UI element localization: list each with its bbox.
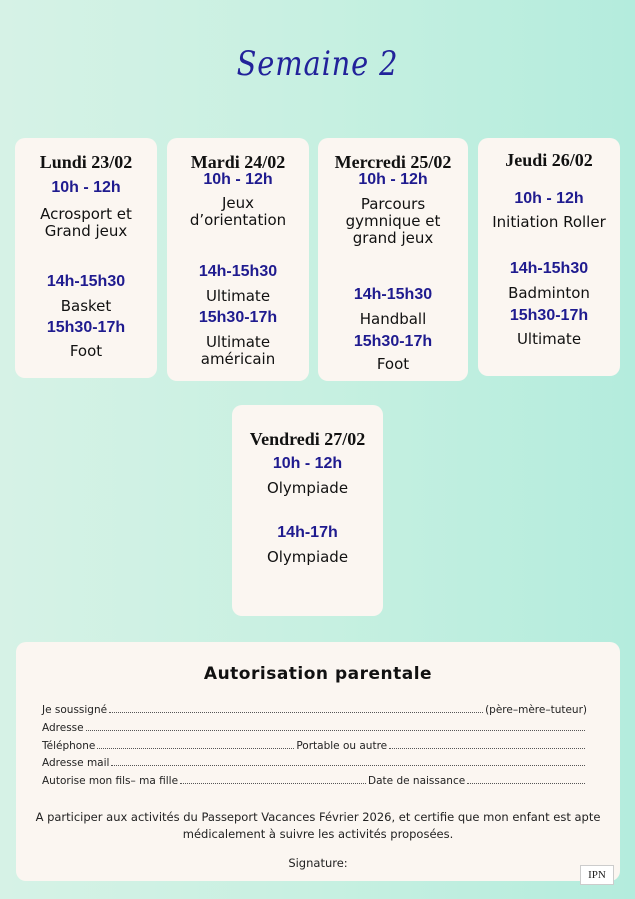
field-label: Autorise mon fils– ma fille (42, 775, 179, 787)
day-title: Vendredi 27/02 (249, 429, 366, 449)
day-title: Lundi 23/02 (39, 152, 133, 172)
time-slot: 15h30-17h (353, 333, 433, 350)
day-title: Mercredi 25/02 (334, 152, 452, 172)
time-slot: 10h - 12h (272, 455, 343, 472)
activity: Ultimate (205, 287, 271, 305)
activity: Badminton (508, 284, 590, 302)
fill-in-line[interactable] (389, 740, 585, 749)
day-title: Mardi 24/02 (190, 152, 286, 172)
signature-label: Signature: (288, 856, 348, 870)
activity: Olympiade (266, 548, 349, 566)
time-slot: 10h - 12h (51, 179, 121, 196)
time-slot: 10h - 12h (514, 190, 584, 207)
time-slot: 15h30-17h (509, 307, 589, 324)
time-slot: 14h-15h30 (198, 263, 278, 280)
fill-in-line[interactable] (180, 775, 366, 784)
field-label: (père–mère–tuteur) (485, 704, 587, 716)
time-slot: 15h30-17h (46, 319, 126, 336)
adresse-line (42, 722, 587, 734)
time-slot: 10h - 12h (358, 171, 428, 188)
field-label: Téléphone (42, 740, 96, 752)
week-title: Semaine 2 (236, 44, 399, 84)
consent-text-line-2: médicalement à suivre les activités proposées. (182, 827, 454, 841)
activity: Foot (69, 342, 103, 360)
field-label: Adresse mail (42, 757, 110, 769)
day-card-mercredi (318, 138, 468, 381)
field-label: Adresse (42, 722, 84, 734)
autorise-line (42, 775, 587, 787)
mail-line (42, 757, 587, 769)
activity: Ultimate américain (200, 333, 276, 368)
time-slot: 14h-15h30 (509, 260, 589, 277)
day-card-lundi (15, 138, 157, 378)
authorization-form (16, 642, 620, 881)
activity: Initiation Roller (492, 213, 606, 231)
field-label: Date de naissance (368, 775, 466, 787)
soussigne-line (42, 704, 587, 716)
field-label: Je soussigné (42, 704, 108, 716)
time-slot: 14h-15h30 (353, 286, 433, 303)
time-slot: 10h - 12h (203, 171, 273, 188)
activity: Foot (376, 355, 410, 373)
activity: Olympiade (266, 479, 349, 497)
fill-in-line[interactable] (97, 740, 294, 749)
time-slot: 15h30-17h (198, 309, 278, 326)
telephone-line (42, 740, 587, 752)
form-title: Autorisation parentale (203, 664, 433, 684)
activity: Parcours gymnique et grand jeux (345, 195, 441, 247)
activity: Handball (359, 310, 427, 328)
day-card-vendredi (232, 405, 383, 616)
day-card-jeudi (478, 138, 620, 376)
ipn-badge: IPN (580, 865, 614, 885)
day-card-mardi (167, 138, 309, 381)
fill-in-line[interactable] (109, 704, 483, 713)
activity: Ultimate (516, 330, 582, 348)
activity: Jeux d’orientation (189, 194, 287, 229)
field-label: Portable ou autre (296, 740, 388, 752)
activity: Acrosport et Grand jeux (40, 205, 132, 240)
consent-text-line-1: A participer aux activités du Passeport Vacances Février 2026, et certifie que mon enfant est apte (35, 810, 601, 824)
time-slot: 14h-17h (277, 524, 338, 541)
activity: Basket (60, 297, 112, 315)
fill-in-line[interactable] (86, 722, 585, 731)
fill-in-line[interactable] (111, 757, 585, 766)
time-slot: 14h-15h30 (46, 273, 126, 290)
fill-in-line[interactable] (467, 775, 585, 784)
day-title: Jeudi 26/02 (505, 150, 593, 170)
